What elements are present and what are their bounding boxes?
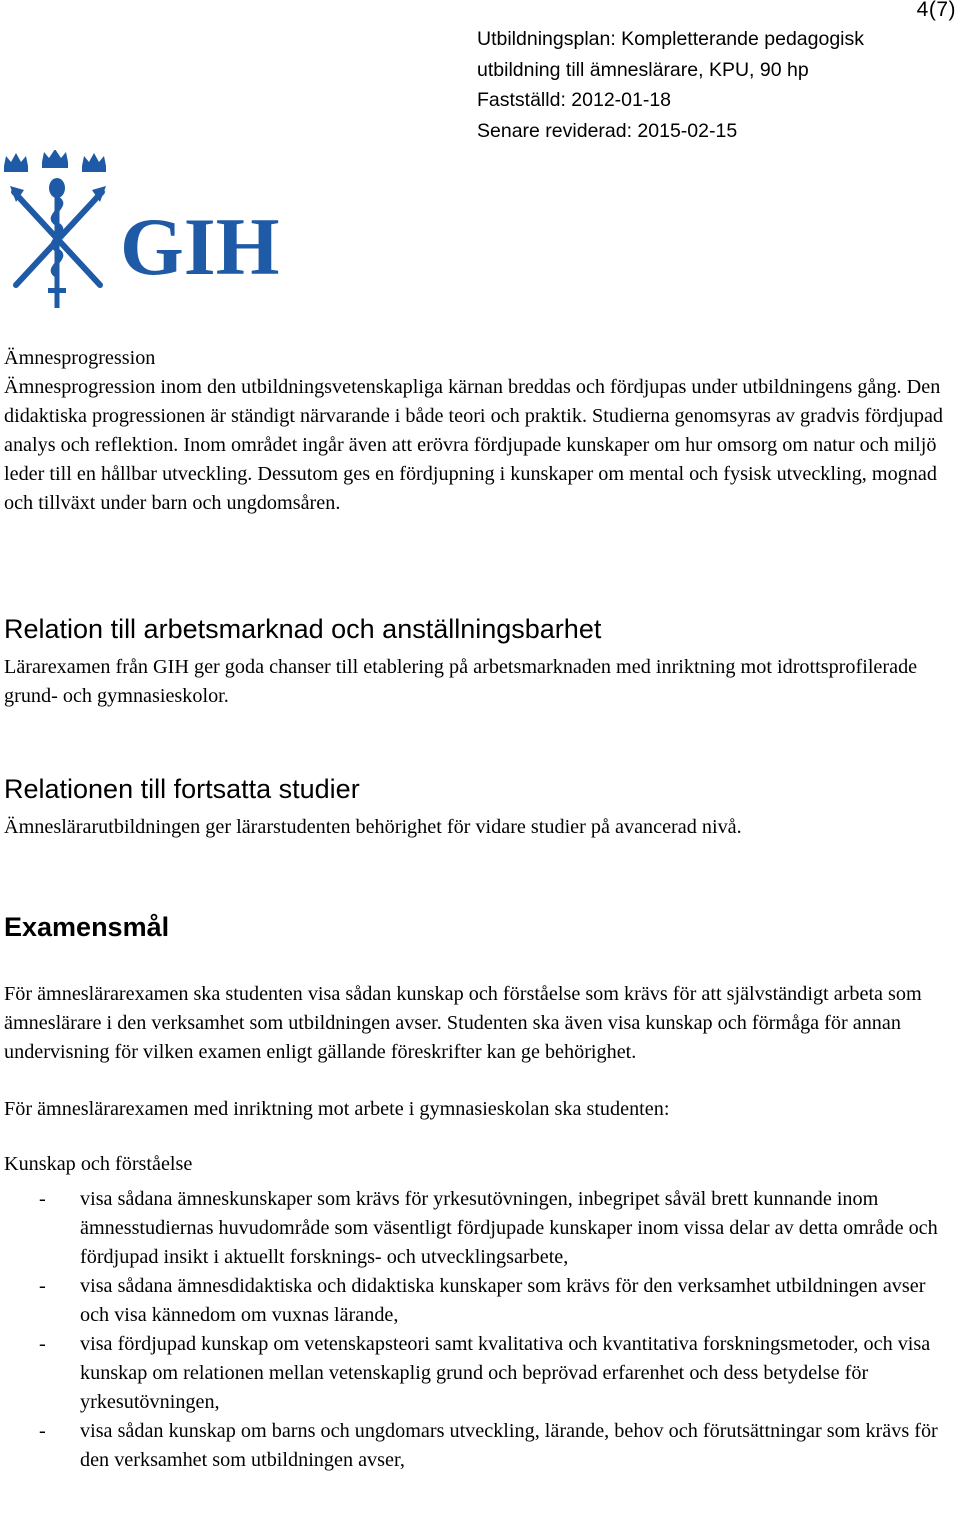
section-body: Ämnesprogression inom den utbildningsvetenskapliga kärnan breddas och fördjupas under utbildningens gång. Den didaktiska progressionen är ständigt närvarande i både teori och praktik. Studierna genomsyras av gradvis fördjupad analys och reflektion. Inom området ingår även att erövra fördjupade kunskaper om hur omsorg om natur och miljö leder till en hållbar utveckling. Dessutom ges en fördjupning i kunskaper om mental och fysisk utveckling, mognad och tillväxt under barn och ungdomsåren. [4,376,944,514]
list-item-text: visa fördjupad kunskap om vetenskapsteori samt kvalitativa och kvantitativa forskningsmetoder, och visa kunskap om relationen mellan vetenskaplig grund och beprövad erfarenhet och dess betydelse för yrkesutövningen, [80,1333,931,1413]
header-line-1: Utbildningsplan: Kompletterande pedagogisk [477,28,865,50]
bullet-marker: - [39,1333,46,1355]
crown-icon [42,150,68,168]
section-body: Lärarexamen från GIH ger goda chanser till etablering på arbetsmarknaden med inriktning mot idrottsprofilerade grund- och gymnasieskolor. [4,656,918,707]
crown-icon [4,153,28,172]
section-examensmal [4,910,956,1475]
bullet-marker: - [39,1188,46,1210]
section-body: Ämneslärarutbildningen ger lärarstudenten behörighet för vidare studier på avancerad nivå. [4,816,742,838]
section-heading: Relationen till fortsatta studier [4,774,360,804]
bullet-marker: - [39,1420,46,1442]
list-item [4,1185,956,1272]
requirement-list [4,1185,956,1475]
page-number: 4(7) [916,0,956,21]
section-intro: För ämneslärarexamen med inriktning mot arbete i gymnasieskolan ska studenten: [4,1098,670,1120]
section-heading: Relation till arbetsmarknad och anställningsbarhet [4,614,602,644]
document-header [477,24,957,147]
subheading: Kunskap och förståelse [4,1153,193,1175]
list-item [4,1417,956,1475]
list-item-text: visa sådana ämneskunskaper som krävs för yrkesutövningen, inbegripet såväl brett kunnande inom ämnesstudiernas huvudområde som väsentligt fördjupade kunskaper inom vissa delar av detta område och fördjupad insikt i aktuellt forsknings- och utvecklingsarbete, [80,1188,938,1268]
header-line-2: utbildning till ämneslärare, KPU, 90 hp [477,58,809,81]
section-body: För ämneslärarexamen ska studenten visa sådan kunskap och förståelse som krävs för att självständigt arbeta som ämneslärare i den verksamhet som utbildningen avser. Studenten ska även visa kunskap och förmåga för annan undervisning för vilken examen enligt gällande föreskrifter kan ge behörighet. [4,983,922,1063]
bullet-marker: - [39,1275,46,1297]
crown-icon [82,153,106,172]
list-item-text: visa sådana ämnesdidaktiska och didaktiska kunskaper som krävs för den verksamhet utbildningen avser och visa kännedom om vuxnas lärande, [80,1275,926,1326]
list-item-text: visa sådan kunskap om barns och ungdomars utveckling, lärande, behov och förutsättningar som krävs för den verksamhet som utbildningen avser, [80,1420,938,1471]
list-item [4,1272,956,1330]
section-amnesprogression [4,344,956,518]
gih-emblem-icon [2,150,302,310]
section-fortsatta-studier [4,772,956,842]
header-line-3: Fastställd: 2012-01-18 [477,89,672,112]
logo-text: GIH [120,201,280,292]
list-item [4,1330,956,1417]
gih-logo [2,150,302,310]
header-line-4: Senare reviderad: 2015-02-15 [477,120,738,143]
section-arbetsmarknad [4,612,956,711]
section-title: Ämnesprogression [4,347,156,369]
section-heading: Examensmål [4,912,170,942]
